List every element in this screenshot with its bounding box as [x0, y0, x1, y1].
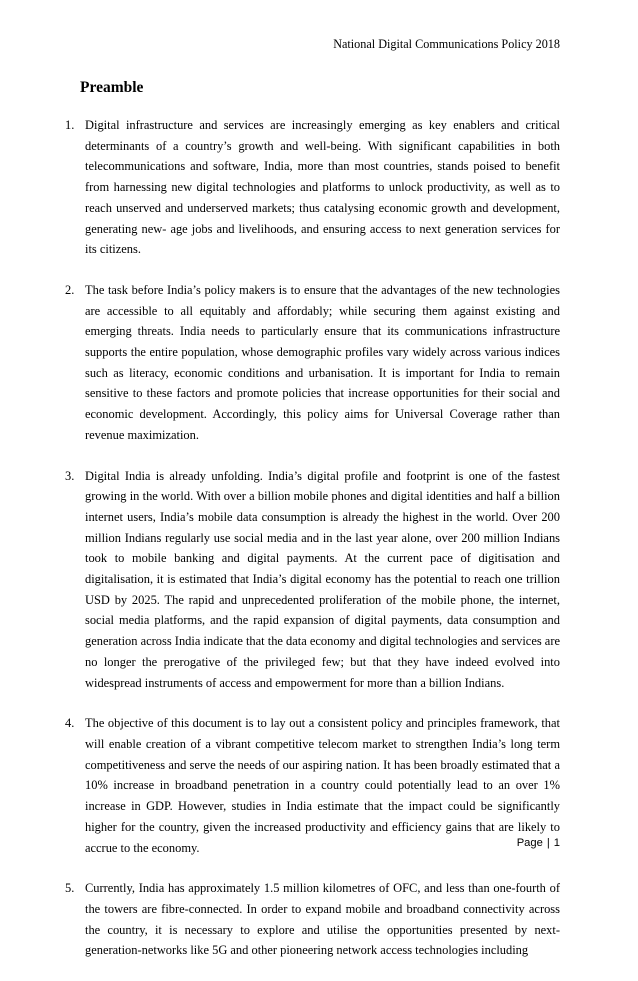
- page-label: Page: [516, 837, 543, 849]
- paragraph-text: Digital infrastructure and services are increasingly emerging as key enablers and critical determinants of a country’s growth and well-being. With significant capabilities in both telecommunications and software, India, more than most countries, stands poised to benefit from harnessing new digital technologies and platforms to unlock productivity, as well as to reach unserved and underserved markets; thus catalysing economic growth and development, generating new- age jobs and livelihoods, and ensuring access to next generation services for its citizens.: [85, 118, 560, 257]
- paragraph-number: 4.: [65, 716, 75, 731]
- paragraph-3: [65, 466, 560, 694]
- paragraph-5: [65, 878, 560, 961]
- paragraph-text: The objective of this document is to lay out a consistent policy and principles framework, that will enable creation of a vibrant competitive telecom market to strengthen India’s long term competitiveness and serve the needs of our aspiring nation. It has been broadly estimated that a 10% increase in broadband penetration in a country could potentially lead to an over 1% increase in GDP. However, studies in India estimate that the impact could be significantly higher for the country, given the increased productivity and efficiency gains that are likely to accrue to the economy.: [85, 716, 560, 855]
- paragraph-number: 3.: [65, 468, 75, 483]
- paragraph-text: Digital India is already unfolding. India’s digital profile and footprint is one of the fastest growing in the world. With over a billion mobile phones and digital identities and half a billion internet users, India’s mobile data consumption is already the highest in the world. Over 200 million Indians regularly use social media and in the last year alone, over 200 million Indians took to mobile banking and digital payments. At the current pace of digitisation and digitalisation, it is estimated that India’s digital economy has the potential to reach one trillion USD by 2025. The rapid and unprecedented proliferation of the mobile phone, the internet, social media platforms, and the rapid expansion of digital payments, data consumption and generation across India indicate that the data economy and digital technologies and services are no longer the prerogative of the privileged few; but that they have indeed evolved into widespread instruments of access and empowerment for more than a billion Indians.: [85, 468, 560, 690]
- paragraph-number: 1.: [65, 118, 75, 132]
- paragraph-2: [65, 280, 560, 446]
- section-heading: Preamble: [80, 79, 144, 96]
- page-number: 1: [553, 837, 560, 849]
- page-separator: |: [546, 837, 550, 849]
- page-footer: [517, 836, 560, 850]
- running-header: National Digital Communications Policy 2018: [333, 37, 560, 51]
- paragraph-text: The task before India’s policy makers is to ensure that the advantages of the new technologies are accessible to all equitably and affordably; while securing them against existing and emerging threats. India needs to particularly ensure that its communications infrastructure supports the entire population, whose demographic profiles vary widely across various indices such as literacy, economic conditions and urbanisation. It is important for India to remain sensitive to these factors and promote policies that increase opportunities for their social and economic development. Accordingly, this policy aims for Universal Coverage rather than revenue maximization.: [85, 282, 560, 442]
- paragraph-number: 5.: [65, 881, 75, 896]
- paragraph-1: [65, 115, 560, 260]
- paragraph-number: 2.: [65, 282, 75, 297]
- paragraph-list: [65, 115, 560, 981]
- paragraph-4: [65, 713, 560, 858]
- paragraph-text: Currently, India has approximately 1.5 million kilometres of OFC, and less than one-fourth of the towers are fibre-connected. In order to expand mobile and broadband connectivity across the country, it is necessary to explore and utilise the opportunities presented by next-generation-networks like 5G and other pioneering network access technologies including: [85, 881, 560, 958]
